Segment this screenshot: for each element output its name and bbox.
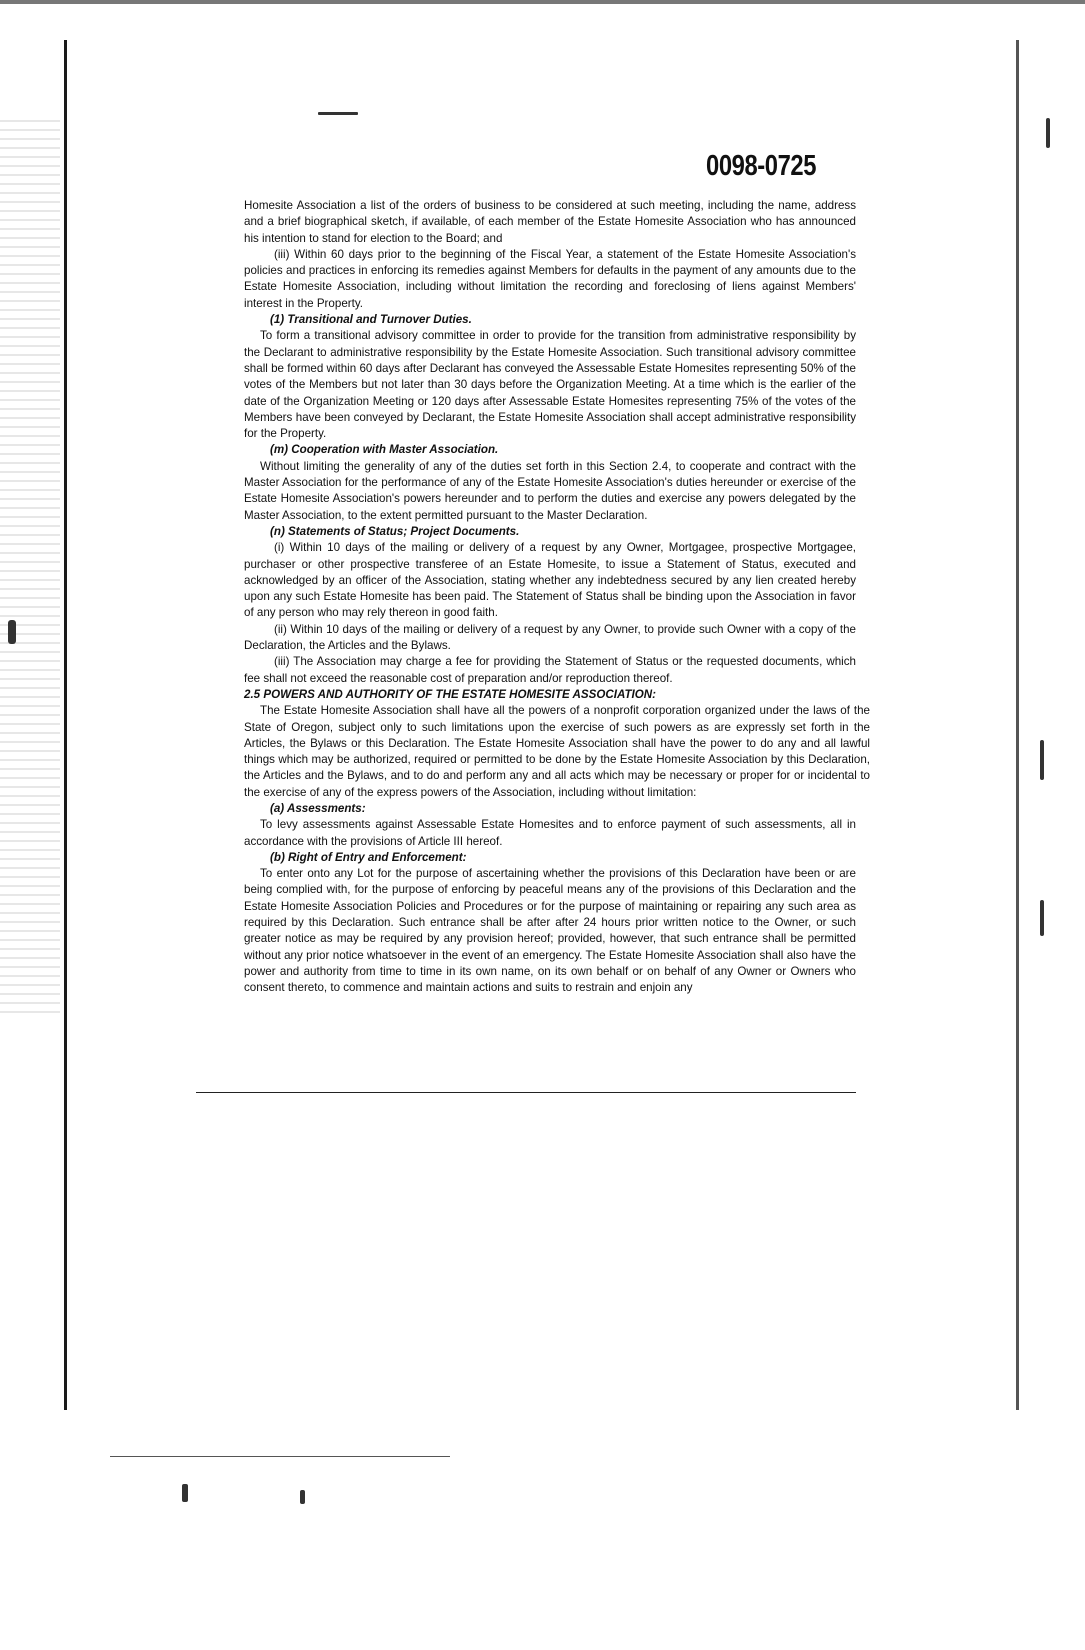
section-heading: (a) Assessments: xyxy=(270,801,366,815)
scan-speck xyxy=(1040,740,1044,780)
paragraph: Without limiting the generality of any of the duties set forth in this Section 2.4, to cooperate and contract with the Master Association for the performance of any of the Estate Homesite Association's duties hereunder or exercise of the Estate Homesite Association's powers hereunder and to perform the duties and exercise any powers delegated by the Master Association, to the extent permitted pursuant to the Master Declaration. xyxy=(244,459,856,522)
scan-speck xyxy=(182,1484,188,1502)
paragraph: The Estate Homesite Association shall have all the powers of a nonprofit corporation organized under the laws of the State of Oregon, subject only to such limitations upon the exercise of such powers as are expressly set forth in the Articles, the Bylaws or this Declaration. The Estate Homesite Association shall have the power to do any and all lawful things which may be authorized, required or permitted to be done by the Estate Homesite Association by this Declaration, the Articles and the Bylaws, and to do and perform any and all acts which may be necessary or proper for or incidental to the exercise of any of the express powers of the Association, including without limitation: xyxy=(244,704,870,799)
scan-speck xyxy=(1040,900,1044,936)
section-heading: (b) Right of Entry and Enforcement: xyxy=(270,850,467,864)
paragraph: To levy assessments against Assessable Estate Homesites and to enforce payment of such assessments, all in accordance with the provisions of Article III hereof. xyxy=(244,818,856,848)
paragraph: To form a transitional advisory committee in order to provide for the transition from administrative responsibility by the Declarant to administrative responsibility by the Estate Homesite Association. Such transitional advisory committee shall be formed within 60 days after Declarant has conveyed the Assessable Estate Homesites representing 50% of the votes of the Members but not later than 30 days before the Organization Meeting. At a time which is the earlier of the date of the Organization Meeting or 120 days after Assessable Estate Homesites representing 75% of the votes of the Members have been conveyed by Declarant, the Estate Homesite Association shall accept administrative responsibility for the Property. xyxy=(244,329,856,441)
scan-left-border xyxy=(64,40,67,1410)
page-number: 0098-0725 xyxy=(706,150,817,182)
section-heading: (1) Transitional and Turnover Duties. xyxy=(270,313,472,327)
scan-speck xyxy=(318,112,358,115)
section-heading: (n) Statements of Status; Project Documents. xyxy=(270,524,520,538)
document-body xyxy=(244,198,870,997)
scan-top-edge xyxy=(0,0,1085,4)
scan-noise-left xyxy=(0,120,60,1020)
scan-speck xyxy=(8,620,16,644)
paragraph: (iii) Within 60 days prior to the beginning of the Fiscal Year, a statement of the Estate Homesite Association's policies and practices in enforcing its remedies against Members for defaults in the payment of any amounts due to the Estate Homesite Association, including without limitation the recording and foreclosing of liens against Members' interest in the Property. xyxy=(244,247,856,310)
scan-right-border xyxy=(1016,40,1019,1410)
bottom-rule xyxy=(196,1092,856,1093)
scan-speck xyxy=(1046,118,1050,148)
paragraph: (iii) The Association may charge a fee for providing the Statement of Status or the requested documents, which fee shall not exceed the reasonable cost of preparation and/or reproduction thereof. xyxy=(244,655,856,685)
paragraph: To enter onto any Lot for the purpose of ascertaining whether the provisions of this Declaration have been or are being complied with, for the purpose of enforcing by peaceful means any of the provisions of this Declaration and the Estate Homesite Association Policies and Procedures or for the purpose of maintaining or repairing any such area as required by this Declaration. Such entrance shall be after after 24 hours prior written notice to the Owner, or such greater notice as may be required by any provision hereof; provided, however, that such entrance shall be permitted without any prior notice whatsoever in the event of an emergency. The Estate Homesite Association shall also have the power and authority from time to time in its own name, on its own behalf or on behalf of any Owner or Owners who consent thereto, to commence and maintain actions and suits to restrain and enjoin any xyxy=(244,867,856,995)
section-heading: (m) Cooperation with Master Association. xyxy=(270,443,499,457)
paragraph: Homesite Association a list of the orders of business to be considered at such meeting, including the name, address and a brief biographical sketch, if available, of each member of the Estate Homesite Association who has announced his intention to stand for election to the Board; and xyxy=(244,199,856,245)
scan-bottom-line xyxy=(110,1456,450,1457)
paragraph: (ii) Within 10 days of the mailing or delivery of a request by any Owner, to provide such Owner with a copy of the Declaration, the Articles and the Bylaws. xyxy=(244,622,856,653)
paragraph: (i) Within 10 days of the mailing or delivery of a request by any Owner, Mortgagee, prospective Mortgagee, purchaser or other prospective transferee of an Estate Homesite, to issue a Statement of Status, executed and acknowledged by an officer of the Association, stating whether any indebtedness secured by any lien created hereby upon any such Estate Homesite has been paid. The Statement of Status shall be binding upon the Association in favor of any person who may rely thereon in good faith. xyxy=(244,541,856,620)
scan-speck xyxy=(300,1490,305,1504)
section-title: 2.5 POWERS AND AUTHORITY OF THE ESTATE HOMESITE ASSOCIATION: xyxy=(244,687,657,701)
